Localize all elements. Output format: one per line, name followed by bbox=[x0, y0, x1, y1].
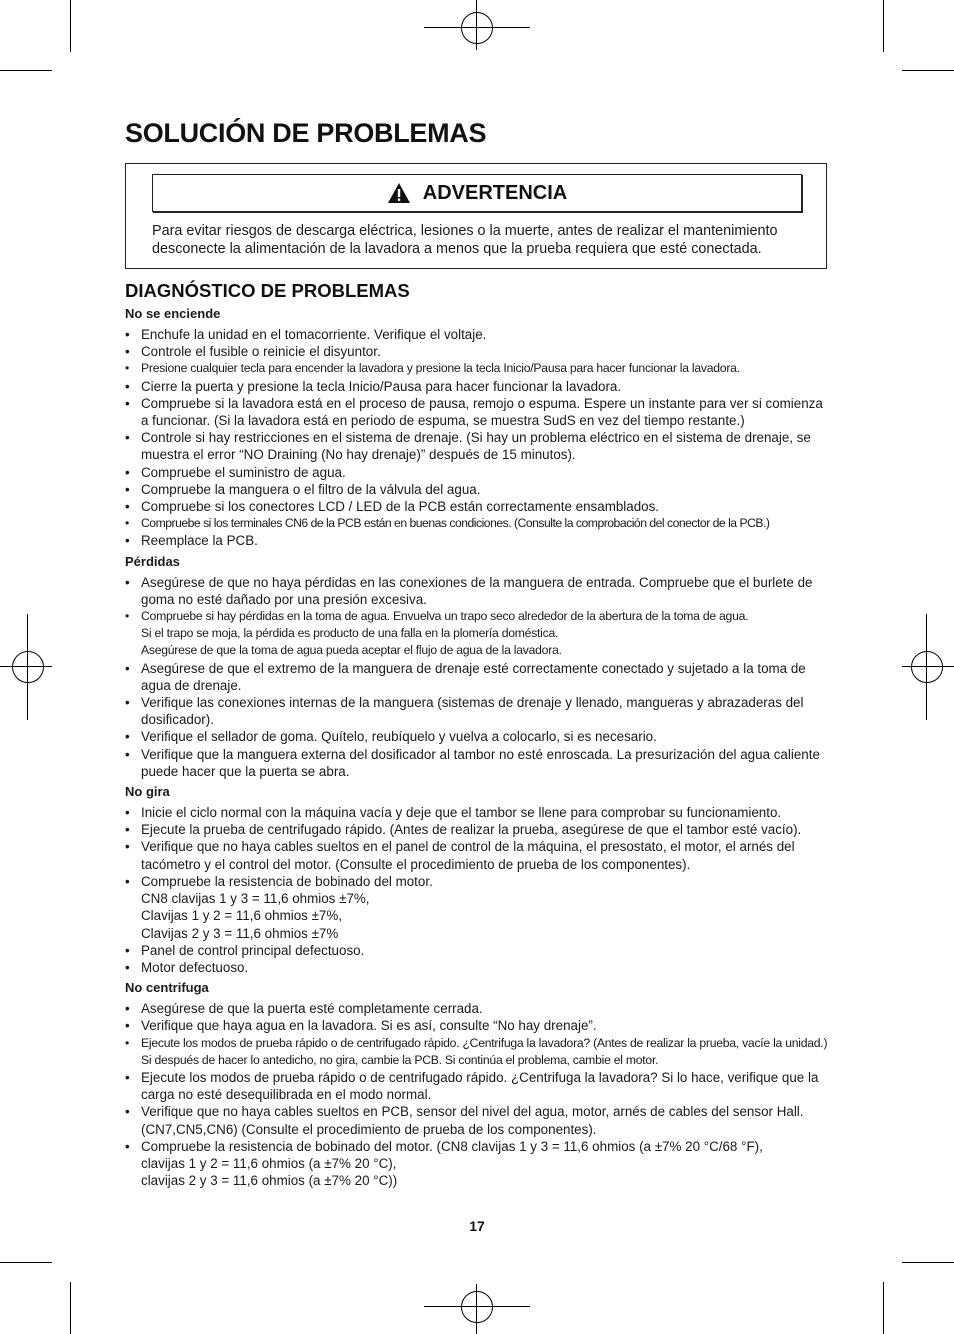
list-item: • Verifique que haya agua en la lavadora. Si es así, consulte “No hay drenaje”. bbox=[125, 1017, 830, 1034]
list-item: • Verifique que no haya cables sueltos en el panel de control de la máquina, el presostato, el motor, el arnés del tacómetro y el control del motor. (Consulte el procedimiento de prueba de los componentes). bbox=[125, 838, 830, 872]
section-leaks bbox=[125, 553, 830, 780]
list-item: • Panel de control principal defectuoso. bbox=[125, 942, 830, 959]
list-item: • Compruebe el suministro de agua. bbox=[125, 464, 830, 481]
crop-mark bbox=[902, 1262, 954, 1263]
list-item: • Verifique que no haya cables sueltos en PCB, sensor del nivel del agua, motor, arnés de cables del sensor Hall. (CN7,CN5,CN6) (Consulte el procedimiento de prueba de los componentes). bbox=[125, 1103, 830, 1137]
list-item: • Motor defectuoso. bbox=[125, 959, 830, 976]
crop-mark bbox=[70, 0, 71, 52]
list-item: • Reemplace la PCB. bbox=[125, 532, 830, 549]
warning-header bbox=[152, 174, 802, 212]
list-item: • Ejecute los modos de prueba rápido o de centrifugado rápido. ¿Centrifuga la lavadora? Si lo hace, verifique que la carga no esté desequilibrada en el modo normal. bbox=[125, 1069, 830, 1103]
subsection-title: Pérdidas bbox=[125, 553, 180, 569]
list-item: • Compruebe la resistencia de bobinado del motor. CN8 clavijas 1 y 3 = 11,6 ohmios ±7%, Clavijas 1 y 2 = 11,6 ohmios ±7%, Clavijas 2 y 3 = 11,6 ohmios ±7% bbox=[125, 873, 830, 942]
item-list bbox=[125, 804, 830, 976]
list-item: • Cierre la puerta y presione la tecla Inicio/Pausa para hacer funcionar la lavadora. bbox=[125, 378, 830, 395]
subsection-title: No se enciende bbox=[125, 306, 221, 321]
warning-triangle-icon bbox=[387, 182, 411, 204]
warning-label: ADVERTENCIA bbox=[422, 181, 568, 204]
list-item: • Compruebe la resistencia de bobinado del motor. (CN8 clavijas 1 y 3 = 11,6 ohmios (a ±7% 20 °C/68 °F), clavijas 1 y 2 = 11,6 ohmios (a ±7% 20 °C), clavijas 2 y 3 = 11,6 ohmios (a ±7% 20 °C)) bbox=[125, 1138, 830, 1190]
list-item: • Compruebe si la lavadora está en el proceso de pausa, remojo o espuma. Espere un instante para ver si comienza a funcionar. (Si la lavadora está en periodo de espuma, se muestra SudS en vez del tiempo restante.) bbox=[125, 395, 830, 429]
list-item: • Ejecute los modos de prueba rápido o de centrifugado rápido. ¿Centrifuga la lavadora? (Antes de realizar la prueba, vacíe la unidad.) Si después de hacer lo antedicho, no gira, cambie la PCB. Si continúa el problema, cambie el motor. bbox=[125, 1035, 830, 1069]
list-item: • Asegúrese de que la puerta esté completamente cerrada. bbox=[125, 1000, 830, 1017]
list-item: • Controle el fusible o reinicie el disyuntor. bbox=[125, 343, 830, 360]
list-item: • Inicie el ciclo normal con la máquina vacía y deje que el tambor se llene para comprobar su funcionamiento. bbox=[125, 804, 830, 821]
crop-mark bbox=[0, 70, 52, 71]
list-item: • Enchufe la unidad en el tomacorriente. Verifique el voltaje. bbox=[125, 326, 830, 343]
list-item: • Verifique que la manguera externa del dosificador al tambor no esté enroscada. La presurización del agua caliente puede hacer que la puerta se abra. bbox=[125, 746, 830, 780]
list-item: • Compruebe la manguera o el filtro de la válvula del agua. bbox=[125, 481, 830, 498]
page-title: SOLUCIÓN DE PROBLEMAS bbox=[125, 118, 487, 148]
section-title: DIAGNÓSTICO DE PROBLEMAS bbox=[125, 280, 410, 301]
section-no-spin bbox=[125, 979, 830, 1189]
item-list bbox=[125, 574, 830, 780]
warning-text: Para evitar riesgos de descarga eléctrica, lesiones o la muerte, antes de realizar el mantenimiento desconecte la alimentación de la lavadora a menos que la prueba requiera que esté conectada. bbox=[152, 223, 778, 257]
crop-mark bbox=[0, 1262, 52, 1263]
crop-mark bbox=[902, 70, 954, 71]
list-item: • Controle si hay restricciones en el sistema de drenaje. (Si hay un problema eléctrico en el sistema de drenaje, se muestra el error “NO Draining (No hay drenaje)” después de 15 minutos). bbox=[125, 429, 830, 463]
subsection-title: No gira bbox=[125, 784, 170, 800]
item-list bbox=[125, 1000, 830, 1189]
section-no-power bbox=[125, 305, 830, 550]
subsection-title: No centrifuga bbox=[125, 980, 209, 996]
section-no-tumble bbox=[125, 783, 830, 976]
page-number: 17 bbox=[469, 1218, 485, 1234]
list-item: • Ejecute la prueba de centrifugado rápido. (Antes de realizar la prueba, asegúrese de que el tambor esté vacío). bbox=[125, 821, 830, 838]
warning-box bbox=[125, 163, 827, 269]
crop-mark bbox=[883, 0, 884, 52]
crop-mark bbox=[70, 1282, 71, 1334]
diagnostic-content bbox=[125, 305, 830, 1189]
crop-mark bbox=[883, 1282, 884, 1334]
list-item: • Verifique las conexiones internas de la manguera (sistemas de drenaje y llenado, mangueras y abrazaderas del dosificador). bbox=[125, 694, 830, 728]
list-item: • Asegúrese de que el extremo de la manguera de drenaje esté correctamente conectado y sujetado a la toma de agua de drenaje. bbox=[125, 660, 830, 694]
list-item: • Compruebe si los terminales CN6 de la PCB están en buenas condiciones. (Consulte la comprobación del conector de la PCB.) bbox=[125, 515, 830, 532]
list-item: • Verifique el sellador de goma. Quítelo, reubíquelo y vuelva a colocarlo, si es necesario. bbox=[125, 728, 830, 745]
list-item: • Asegúrese de que no haya pérdidas en las conexiones de la manguera de entrada. Compruebe que el burlete de goma no esté dañado por una presión excesiva. bbox=[125, 574, 830, 608]
list-item: • Presione cualquier tecla para encender la lavadora y presione la tecla Inicio/Pausa para hacer funcionar la lavadora. bbox=[125, 360, 830, 377]
item-list bbox=[125, 326, 830, 550]
list-item: • Compruebe si hay pérdidas en la toma de agua. Envuelva un trapo seco alrededor de la abertura de la toma de agua. Si el trapo se moja, la pérdida es producto de una falla en la plomería doméstica. Asegúrese de que la toma de agua pueda aceptar el flujo de agua de la lavadora. bbox=[125, 608, 830, 660]
list-item: • Compruebe si los conectores LCD / LED de la PCB están correctamente ensamblados. bbox=[125, 498, 830, 515]
